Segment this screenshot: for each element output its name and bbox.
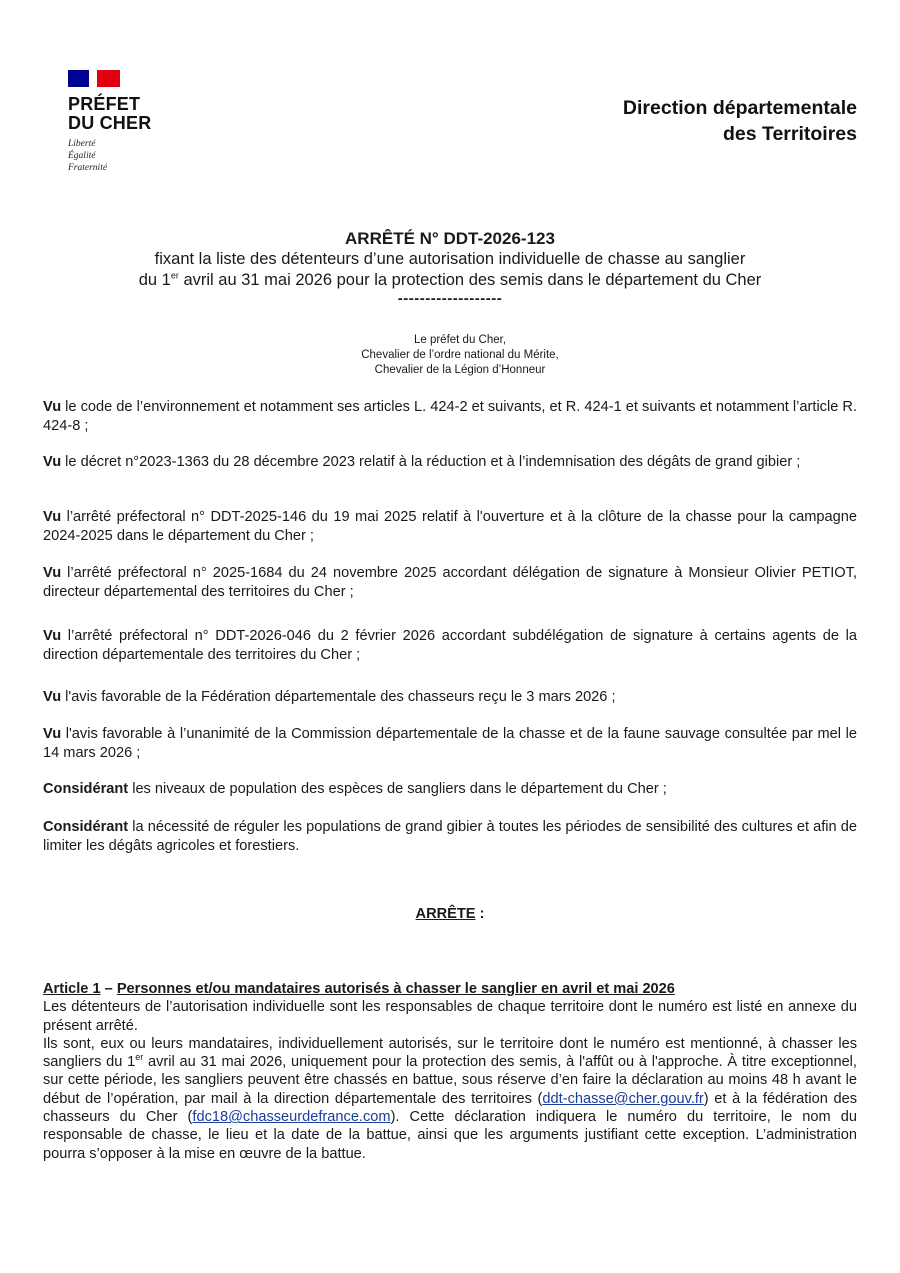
devise-egalite: Égalité (68, 151, 96, 161)
prefet-titles (40, 333, 880, 378)
devise-liberte: Liberté (68, 139, 96, 149)
devise (68, 138, 188, 174)
arrete-title-block (40, 228, 860, 307)
email-link-ddt[interactable]: ddt-chasse@cher.gouv.fr (542, 1090, 704, 1107)
prefet-line1: PRÉFET (68, 94, 141, 114)
article-1-title: Article 1 – Personnes et/ou mandataires autorisés à chasser le sanglier en avril et mai 2026 (43, 981, 675, 997)
article-1-paragraph-1: Les détenteurs de l’autorisation individuelle sont les responsables de chaque territoire dont le numéro est listé en annexe du présent arrêté. (43, 999, 857, 1034)
prefet-line2: DU CHER (68, 113, 152, 133)
visa-paragraph: Vu le décret n°2023-1363 du 28 décembre 2023 relatif à la réduction et à l’indemnisation des dégâts de grand gibier ; (43, 454, 801, 470)
considerant-paragraph: Considérant la nécessité de réguler les populations de grand gibier à toutes les périodes de sensibilité des cultures et afin de limiter les dégâts agricoles et forestiers. (43, 819, 857, 854)
article-1 (43, 980, 857, 1163)
article-1-paragraph-2: Ils sont, eux ou leurs mandataires, individuellement autorisés, sur le territoire dont le numéro est mentionné, à chasser les sangliers du 1er avril au 31 mai 2026, uniquement pour la protection des semis, à l'affût ou à l'approche. À titre exceptionnel, sur cette période, les sangliers peuvent être chassés en battue, sous réserve d’en faire la déclaration au moins 48 h avant le début de l’opération, par mail à la direction départementale des territoires (ddt-chasse@cher.gouv.fr) et à la fédération des chasseurs du Cher (fdc18@chasseurdefrance.com). Cette déclaration indiquera le numéro du territoire, le nom du responsable de chasse, le lieu et la date de la battue, ainsi que les arguments justifiant cette exception. L’administration pourra s’opposer à la mise en œuvre de la battue. (43, 1035, 857, 1162)
devise-fraternite: Fraternité (68, 163, 108, 173)
prefet-logo (68, 70, 188, 174)
title-line1: fixant la liste des détenteurs d’une autorisation individuelle de chasse au sanglier (154, 250, 746, 268)
visa-paragraph: Vu l’arrêté préfectoral n° DDT-2025-146 du 19 mai 2025 relatif à l'ouverture et à la clôture de la chasse pour la campagne 2024-2025 dans le département du Cher ; (43, 509, 857, 544)
arrete-heading: ARRÊTE : (415, 906, 485, 922)
title-separator: ------------------- (397, 290, 503, 307)
visa-paragraph: Vu l’arrêté préfectoral n° 2025-1684 du 24 novembre 2025 accordant délégation de signature à Monsieur Olivier PETIOT, directeur départemental des territoires du Cher ; (43, 565, 857, 600)
direction-heading (623, 95, 857, 147)
prefet-title-line: Chevalier de la Légion d’Honneur (374, 364, 546, 376)
prefet-wordmark (68, 95, 188, 133)
visa-paragraph: Vu l'avis favorable à l’unanimité de la Commission départementale de la chasse et de la faune sauvage consultée par mel le 14 mars 2026 ; (43, 726, 857, 761)
direction-line2: des Territoires (722, 123, 857, 145)
marianne-flag-icon (68, 70, 120, 87)
email-link-fdc[interactable]: fdc18@chasseurdefrance.com (192, 1109, 391, 1126)
prefet-title-line: Chevalier de l’ordre national du Mérite, (361, 349, 559, 361)
visa-paragraph: Vu l'avis favorable de la Fédération départementale des chasseurs reçu le 3 mars 2026 ; (43, 689, 616, 705)
prefet-title-line: Le préfet du Cher, (413, 334, 507, 346)
direction-line1: Direction départementale (622, 97, 857, 119)
considerant-paragraph: Considérant les niveaux de population des espèces de sangliers dans le département du Cher ; (43, 781, 667, 797)
title-line2: du 1er avril au 31 mai 2026 pour la protection des semis dans le département du Cher (138, 270, 762, 289)
visa-paragraph: Vu l’arrêté préfectoral n° DDT-2026-046 du 2 février 2026 accordant subdélégation de signature à certains agents de la direction départementale des territoires du Cher ; (43, 628, 857, 663)
visa-paragraph: Vu le code de l’environnement et notamment ses articles L. 424-2 et suivants, et R. 424-1 et suivants et notamment l’article R. 424-8 ; (43, 399, 857, 434)
arrete-number: ARRÊTÉ N° DDT-2026-123 (345, 229, 555, 248)
